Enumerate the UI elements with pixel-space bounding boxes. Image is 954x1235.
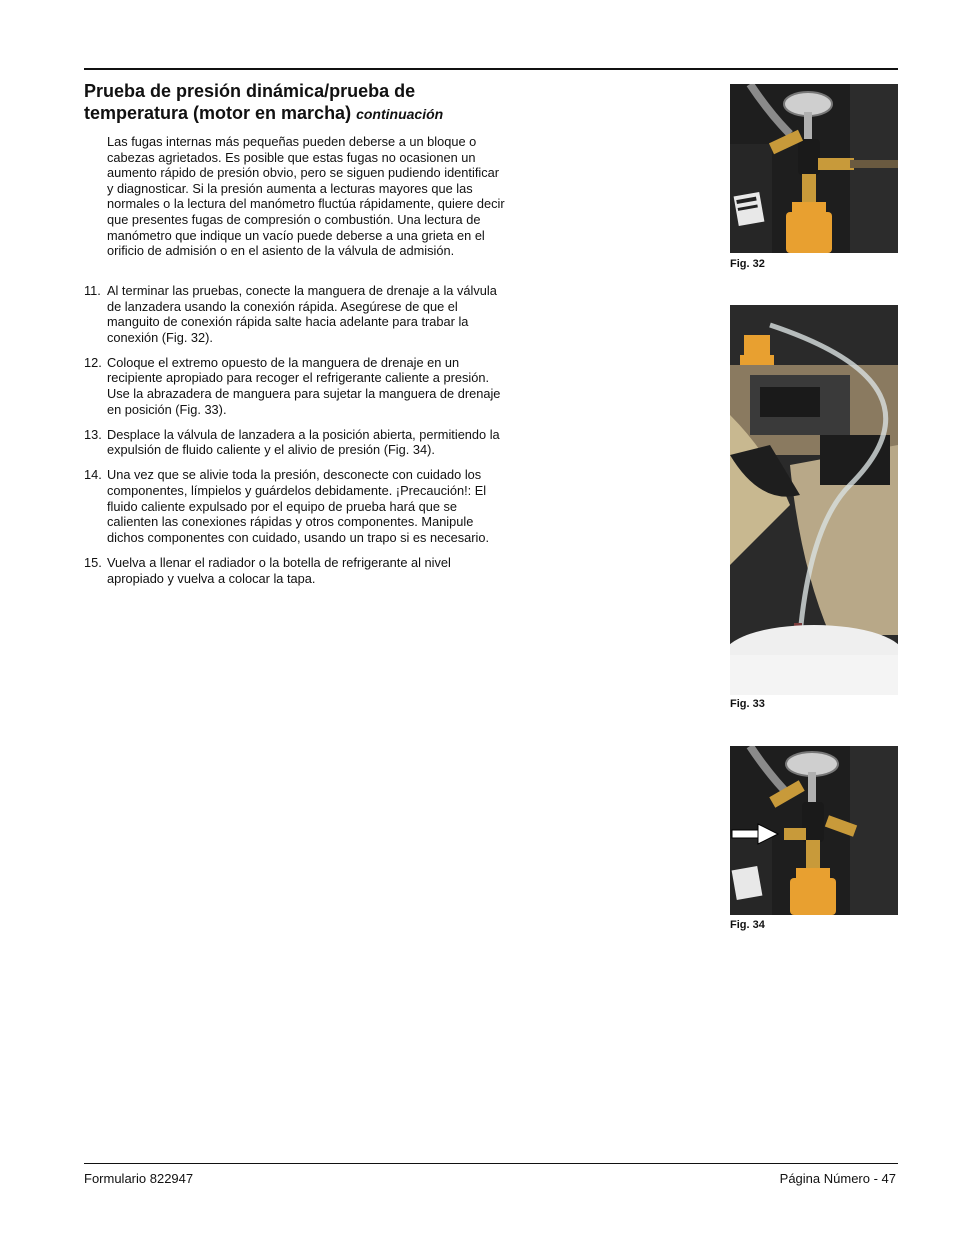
figure-33-photo xyxy=(730,305,898,695)
step-14 xyxy=(84,467,507,545)
intro-paragraph: Las fugas internas más pequeñas pueden deberse a un bloque o cabezas agrietados. Es posible que estas fugas no ocasionen un aumento rápido de presión obvio, pero se siguen pudiendo identificar y diagnosticar. Si la presión aumenta a lecturas mayores que las normales o la lectura del manómetro fluctúa rápidamente, quiere decir que presentes fugas de compresión o combustión. Una lectura de manómetro que indique un vacío puede deberse a una grieta en el orificio de admisión o en el asiento de la válvula de admisión. xyxy=(107,134,505,259)
intro-block xyxy=(107,134,507,259)
step-13 xyxy=(84,427,507,458)
section-heading xyxy=(84,80,504,125)
section-title: Prueba de presión dinámica/prueba de temperatura (motor en marcha) xyxy=(84,81,416,123)
continued-label: continuación xyxy=(356,106,444,122)
step-text: Coloque el extremo opuesto de la manguera de drenaje en un recipiente apropiado para recoger el refrigerante caliente a presión. Use la abrazadera de manguera para sujetar la manguera de drenaje en posición (Fig. 33). xyxy=(107,354,501,417)
footer-form-number: Formulario 822947 xyxy=(84,1171,194,1186)
step-number: 13. xyxy=(84,426,102,442)
step-number: 11. xyxy=(84,283,101,298)
step-number: 14. xyxy=(84,467,102,483)
figure-33-caption: Fig. 33 xyxy=(730,698,765,710)
figure-34-caption: Fig. 34 xyxy=(730,919,765,931)
step-text: Al terminar las pruebas, conecte la manguera de drenaje a la válvula de lanzadera usando la conexión rápida. Asegúrese de que el manguito de conexión rápida salte hacia adelante para trabar la conexión (Fig. 32). xyxy=(107,283,497,345)
step-12 xyxy=(84,355,507,417)
step-text: Desplace la válvula de lanzadera a la posición abierta, permitiendo la expulsión de fluido caliente y el alivio de presión (Fig. 34). xyxy=(107,426,500,458)
step-text: Vuelva a llenar el radiador o la botella de refrigerante al nivel apropiado y vuelva a colocar la tapa. xyxy=(107,554,451,586)
figure-34-photo xyxy=(730,746,898,915)
top-rule xyxy=(84,68,898,70)
step-text: Una vez que se alivie toda la presión, desconecte con cuidado los componentes, límpielos y guárdelos debidamente. ¡Precaución!: El fluido caliente expulsado por el equipo de prueba hará que se calienten las conexiones rápidas y otros componentes. Manipule dichos componentes con cuidado, usando un trapo si es necesario. xyxy=(107,467,490,545)
step-15 xyxy=(84,555,507,586)
step-number: 15. xyxy=(84,554,102,570)
step-11 xyxy=(84,283,507,345)
figure-32-photo xyxy=(730,84,898,253)
footer-page-number: Página Número - 47 xyxy=(779,1171,896,1186)
procedure-steps xyxy=(84,283,507,596)
bottom-rule xyxy=(84,1163,898,1164)
step-number: 12. xyxy=(84,354,102,370)
figure-32-caption: Fig. 32 xyxy=(730,258,765,270)
